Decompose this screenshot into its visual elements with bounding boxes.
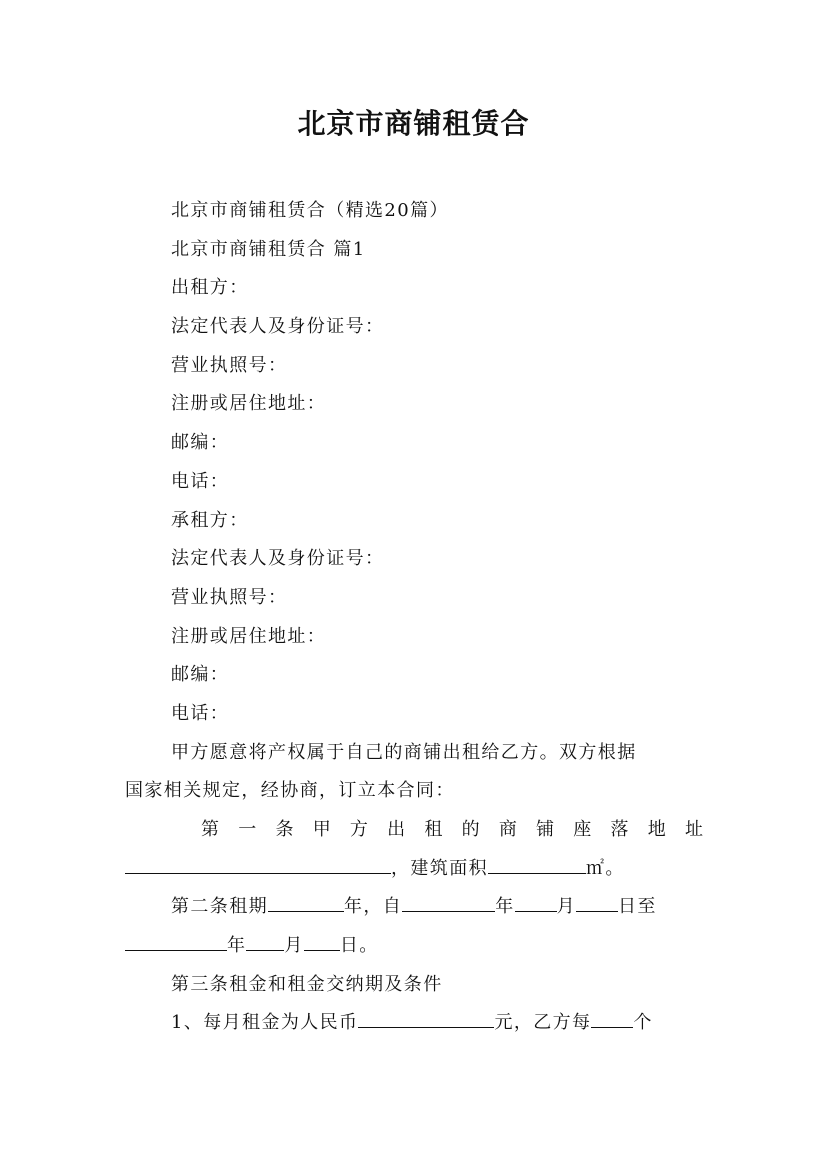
text-segment: 年: [227, 935, 247, 957]
article-1-line-2: [125, 850, 703, 889]
article-3-item-1: [125, 1004, 703, 1043]
text-line: 法定代表人及身份证号：: [171, 548, 385, 570]
text-line: 营业执照号：: [171, 354, 288, 376]
article-1-line-1: 第一条甲方出租的商铺座落地址: [201, 819, 703, 840]
text-line: 注册或居住地址：: [171, 625, 327, 647]
text-segment: 日至: [618, 896, 657, 918]
text-segment: 个: [633, 1012, 653, 1034]
text-line: 法定代表人及身份证号：: [171, 316, 385, 338]
document-body: [125, 192, 703, 1043]
start-month-blank: [515, 889, 557, 912]
payment-period-blank: [591, 1005, 633, 1028]
text-segment: 年: [495, 896, 515, 918]
area-label: ，建筑面积: [391, 857, 488, 879]
paragraph-intro-line-1: 甲方愿意将产权属于自己的商铺出租给乙方。双方根据: [171, 741, 637, 763]
lease-term-label: 第二条租期: [171, 896, 268, 918]
text-segment: 日。: [339, 935, 379, 957]
text-line: 北京市商铺租赁合（精选20篇）: [171, 200, 449, 221]
document-title: 北京市商铺租赁合: [297, 107, 530, 140]
text-segment: 元，乙方每: [494, 1012, 592, 1034]
article-2-line-1: [125, 888, 703, 927]
end-day-blank: [304, 928, 340, 951]
article-2-line-2: [125, 927, 703, 966]
text-line: 电话：: [171, 470, 230, 492]
text-line: 出租方：: [171, 277, 249, 299]
term-years-blank: [268, 889, 344, 912]
text-line: 电话：: [171, 702, 230, 724]
text-line: 注册或居住地址：: [171, 393, 327, 415]
text-line: 承租方：: [171, 509, 249, 531]
start-day-blank: [576, 889, 618, 912]
text-segment: 年，自: [344, 896, 403, 918]
text-line: 北京市商铺租赁合 篇1: [171, 238, 366, 260]
paragraph-intro-line-2: 国家相关规定，经协商，订立本合同：: [125, 780, 455, 802]
text-line: 营业执照号：: [171, 586, 288, 608]
text-line: 邮编：: [171, 432, 230, 454]
end-month-blank: [246, 928, 284, 951]
area-unit: ㎡。: [586, 857, 625, 879]
end-year-blank: [125, 928, 227, 951]
start-year-blank: [402, 889, 495, 912]
rent-amount-blank: [358, 1005, 494, 1028]
article-3-heading: 第三条租金和租金交纳期及条件: [171, 973, 443, 995]
text-line: 邮编：: [171, 664, 230, 686]
text-segment: 月: [284, 935, 304, 957]
area-blank: [488, 851, 586, 874]
address-blank: [125, 851, 391, 874]
text-segment: 1、每月租金为人民币: [171, 1012, 359, 1034]
text-segment: 月: [556, 896, 577, 918]
